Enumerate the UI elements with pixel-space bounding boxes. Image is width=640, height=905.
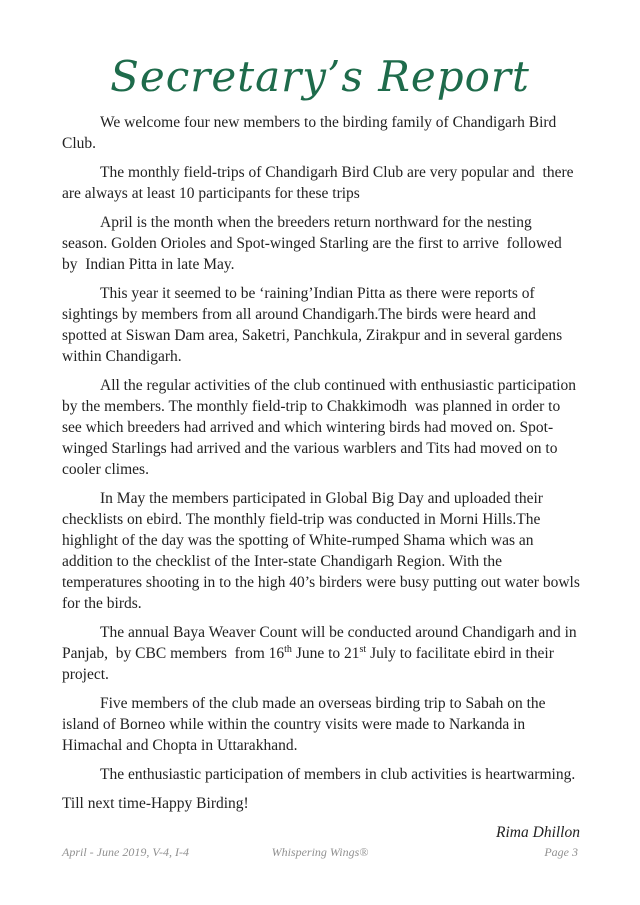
paragraph-welcome: We welcome four new members to the birding family of Chandigarh Bird Club. [62, 114, 561, 152]
closing-line: Till next time-Happy Birding! [62, 795, 249, 812]
baya-text-post: July to facilitate ebird in their project. [62, 645, 558, 683]
ordinal-suffix-st: st [359, 643, 367, 655]
footer-publication-name: Whispering Wings® [271, 845, 369, 859]
signature-author: Rima Dhillon [496, 824, 580, 841]
paragraph-global-big-day: In May the members participated in Global Big Day and uploaded their checklists on ebird. The monthly field-trip was conducted in Morni Hills.The highlight of the day was the spotting of White-rumped Shama which was an addition to the checklist of the Inter-state Chandigarh Region. With the temperatures shooting in to the high 40’s birders were busy putting out water bowls for the birds. [62, 490, 584, 612]
page-footer [62, 845, 578, 860]
paragraph-heartwarming: The enthusiastic participation of members in club activities is heartwarming. [100, 766, 576, 783]
paragraph-field-trips: The monthly field-trips of Chandigarh Bird Club are very popular and there are always at least 10 participants for these trips [62, 164, 578, 202]
paragraph-baya-weaver-count [62, 622, 580, 685]
baya-text-pre: The annual Baya Weaver Count will be conducted around Chandigarh and in Panjab, by CBC members from 16 [62, 624, 581, 662]
report-body [62, 112, 584, 843]
paragraph-overseas-trip: Five members of the club made an overseas birding trip to Sabah on the island of Borneo while within the country visits were made to Narkanda in Himachal and Chopta in Uttarakhand. [62, 695, 550, 754]
footer-issue-info: April - June 2019, V-4, I-4 [62, 845, 189, 859]
paragraph-chakkimodh-trip: All the regular activities of the club continued with enthusiastic participation by the members. The monthly field-trip to Chakkimodh was planned in order to see which breeders had arrived and which wintering birds had moved on. Spot-winged Starlings had arrived and the various warblers and Tits had moved on to cooler climes. [62, 377, 580, 478]
paragraph-indian-pitta: This year it seemed to be ‘raining’Indian Pitta as there were reports of sightings by members from all around Chandigarh.The birds were heard and spotted at Siswan Dam area, Saketri, Panchkula, Zirakpur and in several gardens within Chandigarh. [62, 285, 567, 365]
page-title: Secretary’s Report [110, 52, 530, 101]
footer-page-number: Page 3 [544, 845, 578, 859]
baya-text-mid: June to 21 [291, 645, 360, 662]
ordinal-suffix-th: th [284, 643, 292, 655]
paragraph-april-breeders: April is the month when the breeders return northward for the nesting season. Golden Orioles and Spot-winged Starling are the first to arrive followed by Indian Pitta in late May. [62, 214, 566, 273]
